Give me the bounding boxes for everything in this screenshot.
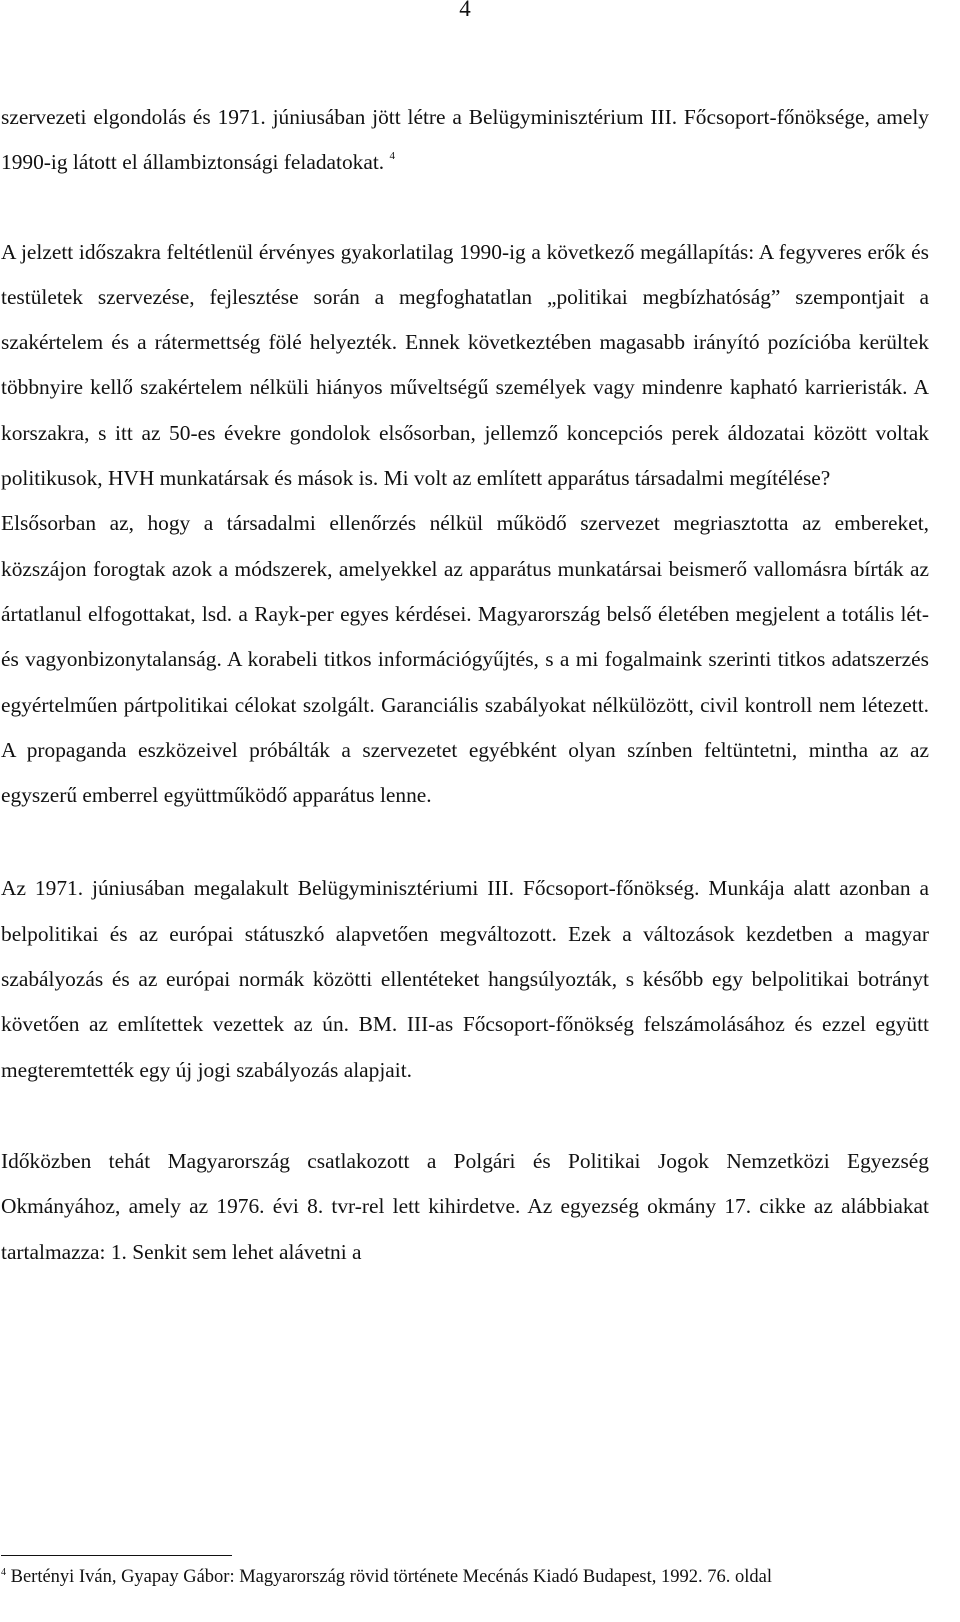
paragraph-4: Az 1971. júniusában megalakult Belügyminisztériumi III. Főcsoport-főnökség. Munkája alatt azonban a belpolitikai és az európai státuszkó alapvetően megváltozott. Ezek a változások kezdetben a magyar szabályozás és az európai normák közötti ellentéteket hangsúlyozták, s később egy belpolitikai botrányt követően az említettek vezettek az ún. BM. III-as Főcsoport-főnökség felszámolásához és ezzel együtt megteremtették egy új jogi szabályozás alapjait. — [1, 876, 929, 1082]
footnote-reference: 4 — [389, 150, 395, 163]
body-text — [1, 95, 929, 1275]
paragraph-1 — [1, 95, 929, 186]
footnote-separator — [1, 1555, 232, 1556]
paragraph-3: Elsősorban az, hogy a társadalmi ellenőrzés nélkül működő szervezet megriasztotta az embereket, közszájon forogtak azok a módszerek, amelyekkel az apparátus munkatársai beismerő vallomásra bírták az ártatlanul elfogottakat, lsd. a Rayk-per egyes kérdései. Magyarország belső életében megjelent a totális lét- és vagyonbizonytalanság. A korabeli titkos információgyűjtés, s a mi fogalmaink szerinti titkos adatszerzés egyértelműen pártpolitikai célokat szolgált. Garanciális szabályokat nélkülözött, civil kontroll nem létezett. A propaganda eszközeivel próbálták a szervezetet egyébként olyan színben feltüntetni, mintha az az egyszerű emberrel együttműködő apparátus lenne. — [1, 511, 929, 808]
footnote-text: Bertényi Iván, Gyapay Gábor: Magyarország rövid története Mecénás Kiadó Budapest, 1992. 76. oldal — [10, 1567, 772, 1587]
footnote — [1, 1566, 941, 1588]
paragraph-gap — [1, 818, 929, 866]
paragraph-5: Időközben tehát Magyarország csatlakozott a Polgári és Politikai Jogok Nemzetközi Egyezség Okmányához, amely az 1976. évi 8. tvr-rel lett kihirdetve. Az egyezség okmány 17. cikke az alábbiakat tartalmazza: 1. Senkit sem lehet alávetni a — [1, 1148, 929, 1264]
paragraph-gap — [1, 1093, 929, 1139]
paragraph-1-text: szervezeti elgondolás és 1971. júniusában jött létre a Belügyminisztérium III. Főcsoport-főnöksége, amely 1990-ig látott el állambiztonsági feladatokat. — [1, 105, 929, 175]
page-number: 4 — [459, 0, 471, 21]
footnote-marker: 4 — [1, 1567, 6, 1578]
paragraph-gap — [1, 186, 929, 230]
paragraph-2: A jelzett időszakra feltétlenül érvényes gyakorlatilag 1990-ig a következő megállapítás: A fegyveres erők és testületek szervezése, fejlesztése során a megfoghatatlan „politikai megbízhatóság” szempontjait a szakértelem és a rátermettség fölé helyezték. Ennek következtében magasabb irányító pozícióba kerültek többnyire kellő szakértelem nélküli hiányos műveltségű személyek vagy mindenre kapható karrieristák. A korszakra, s itt az 50-es évekre gondolok elsősorban, jellemző koncepciós perek áldozatai között voltak politikusok, HVH munkatársak és mások is. Mi volt az említett apparátus társadalmi megítélése? — [1, 239, 929, 491]
